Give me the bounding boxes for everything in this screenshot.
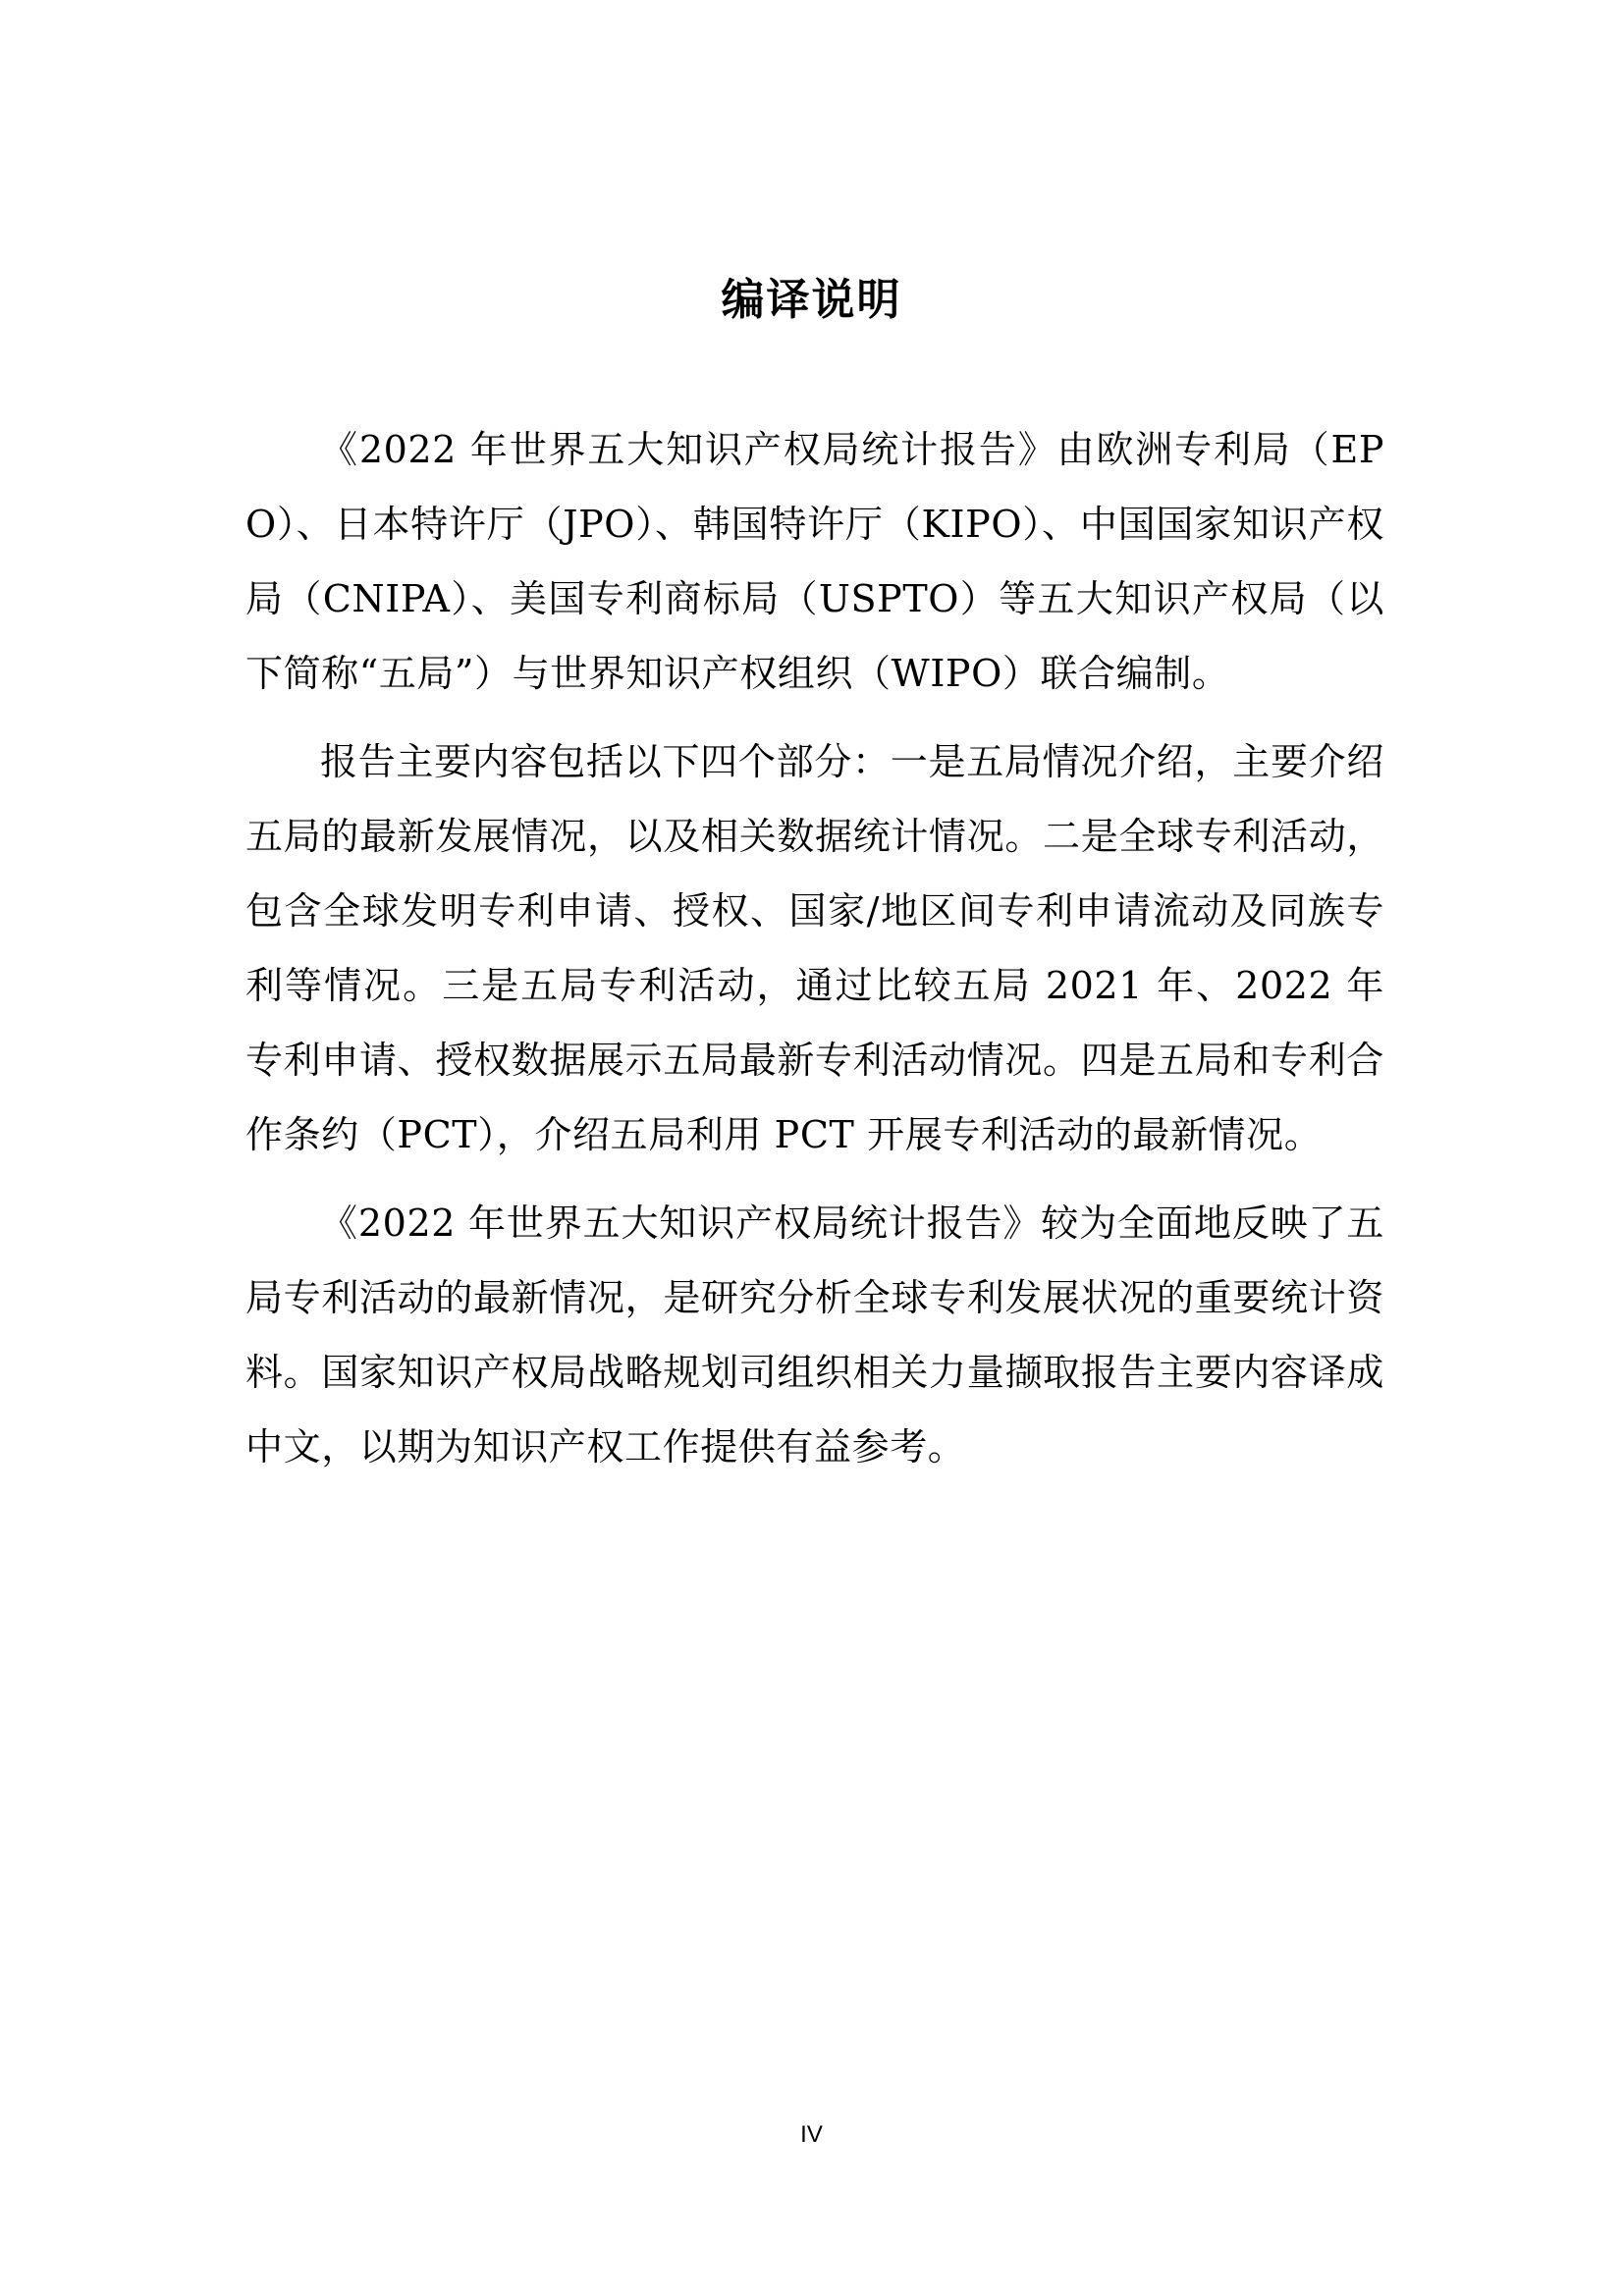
page-number: IV — [800, 2121, 823, 2148]
body-text — [245, 412, 1384, 1498]
page-title: 编译说明 — [721, 275, 902, 325]
paragraph-intro: 《2022 年世界五大知识产权局统计报告》由欧洲专利局（EPO）、日本特许厅（JPO）、韩国特许厅（KIPO）、中国国家知识产权局（CNIPA）、美国专利商标局（USPTO）等五大知识产权局（以下简称“五局”）与世界知识产权组织（WIPO）联合编制。 — [245, 428, 1384, 695]
paragraph-contents: 报告主要内容包括以下四个部分：一是五局情况介绍，主要介绍五局的最新发展情况，以及相关数据统计情况。二是全球专利活动，包含全球发明专利申请、授权、国家/地区间专利申请流动及同族专利等情况。三是五局专利活动，通过比较五局 2021 年、2022 年专利申请、授权数据展示五局最新专利活动情况。四是五局和专利合作条约（PCT），介绍五局利用 PCT 开展专利活动的最新情况。 — [245, 740, 1384, 1156]
paragraph-purpose: 《2022 年世界五大知识产权局统计报告》较为全面地反映了五局专利活动的最新情况，是研究分析全球专利发展状况的重要统计资料。国家知识产权局战略规划司组织相关力量撷取报告主要内容译成中文，以期为知识产权工作提供有益参考。 — [245, 1201, 1384, 1468]
